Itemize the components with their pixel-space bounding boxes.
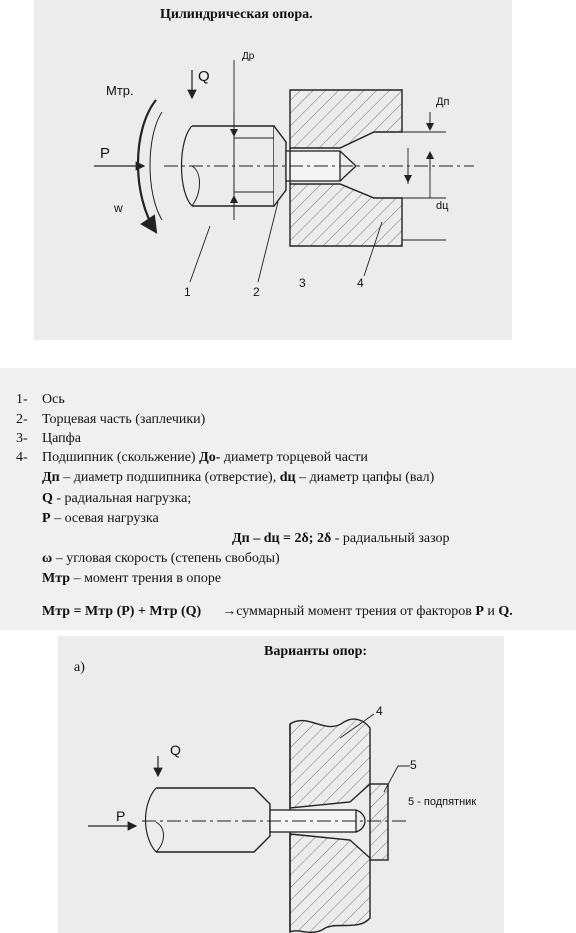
legend-line-gap: Дп – dц = 2δ; 2δ - радиальный зазор bbox=[232, 531, 450, 546]
legend-item-2: 2- Торцевая часть (заплечики) bbox=[16, 412, 206, 427]
support-drawing bbox=[34, 0, 512, 340]
legend-line-omega: ω – угловая скорость (степень свободы) bbox=[42, 551, 280, 566]
label-4-2: 4 bbox=[376, 704, 383, 718]
legend-block bbox=[0, 368, 576, 630]
variant-drawing bbox=[58, 636, 504, 933]
label-4: 4 bbox=[357, 276, 364, 290]
label-q: Q bbox=[198, 68, 210, 85]
bearing-bottom bbox=[290, 834, 370, 932]
legend-line-q: Q - радиальная нагрузка; bbox=[42, 491, 192, 506]
label-5: 5 bbox=[410, 758, 417, 772]
legend-line-dn: Дп – диаметр подшипника (отверстие), dц – диаметр цапфы (вал) bbox=[42, 470, 435, 485]
label-3: 3 bbox=[299, 276, 306, 290]
label-dp: Др bbox=[242, 51, 255, 62]
label-p: P bbox=[100, 145, 111, 162]
label-1: 1 bbox=[184, 285, 191, 299]
figure-support-variants bbox=[58, 636, 504, 933]
label-dc: dц bbox=[436, 200, 449, 212]
figure-title-2: Варианты опор: bbox=[264, 644, 368, 659]
label-mtr: Mтр. bbox=[106, 83, 134, 98]
figure-title: Цилиндрическая опора. bbox=[160, 7, 313, 22]
legend-item-4: 4- Подшипник (скольжение) До- диаметр торцевой части bbox=[16, 450, 368, 465]
label-dn: Дп bbox=[436, 96, 450, 108]
label-2: 2 bbox=[253, 285, 260, 299]
legend-item-1: 1- Ось bbox=[16, 392, 65, 407]
variant-label: а) bbox=[74, 660, 85, 675]
legend-formula: Мтр = Мтр (Р) + Мтр (Q) →суммарный момент трения от факторов Р и Q. bbox=[42, 604, 513, 619]
label-q-2: Q bbox=[170, 742, 181, 758]
thrust-washer bbox=[370, 784, 388, 860]
figure-cylindrical-support bbox=[34, 0, 512, 340]
label-p-2: P bbox=[116, 808, 126, 824]
legend-item-3: 3- Цапфа bbox=[16, 431, 81, 446]
rotation-arc bbox=[150, 112, 162, 220]
label-thrust-note: 5 - подпятник bbox=[408, 796, 477, 808]
legend-line-mtr: Мтр – момент трения в опоре bbox=[42, 571, 222, 586]
bearing-top bbox=[290, 719, 370, 808]
label-w: w bbox=[114, 201, 123, 215]
legend-line-p: P – осевая нагрузка bbox=[42, 511, 159, 526]
